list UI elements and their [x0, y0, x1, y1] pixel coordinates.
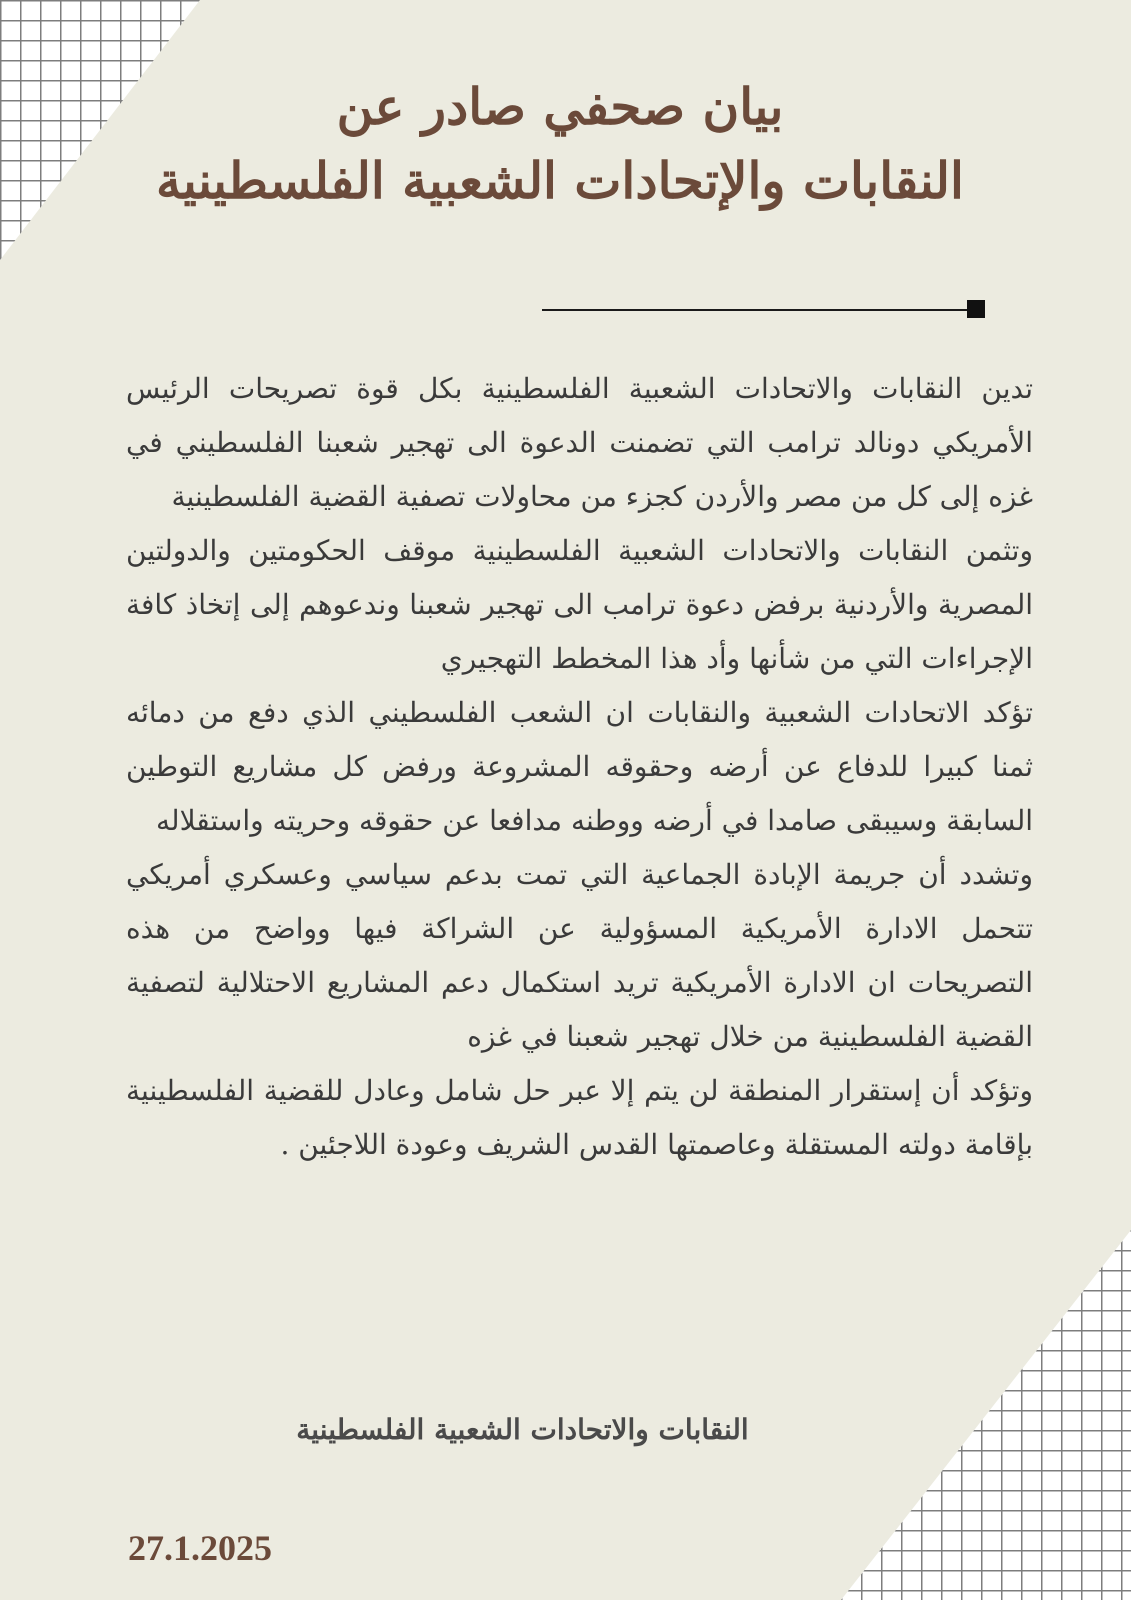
paragraph-1: تدين النقابات والاتحادات الشعبية الفلسطينية بكل قوة تصريحات الرئيس الأمريكي دونالد ترامب التي تضمنت الدعوة الى تهجير شعبنا الفلسطيني في غزه إلى كل من مصر والأردن كجزء من محاولات تصفية القضية الفلسطينية — [126, 372, 1033, 513]
date: 27.1.2025 — [128, 1528, 272, 1568]
paragraph-4: وتشدد أن جريمة الإبادة الجماعية التي تمت بدعم سياسي وعسكري أمريكي تتحمل الادارة الأمريكية المسؤولية عن الشراكة فيها وواضح من هذه التصريحات ان الادارة الأمريكية تريد استكمال دعم المشاريع الاحتلالية لتصفية القضية الفلسطينية من خلال تهجير شعبنا في غزه — [126, 858, 1033, 1053]
statement-body — [126, 362, 1033, 1172]
title-line-1: بيان صحفي صادر عن — [336, 77, 784, 136]
paragraph-2: وتثمن النقابات والاتحادات الشعبية الفلسطينية موقف الحكومتين والدولتين المصرية والأردنية برفض دعوة ترامب الى تهجير شعبنا وندعوهم إلى إتخاذ كافة الإجراءات التي من شأنها وأد هذا المخطط التهجيري — [126, 534, 1033, 675]
paragraph-3: تؤكد الاتحادات الشعبية والنقابات ان الشعب الفلسطيني الذي دفع من دمائه ثمنا كبيرا للدفاع عن أرضه وحقوقه المشروعة ورفض كل مشاريع التوطين السابقة وسيبقى صامدا في أرضه ووطنه مدافعا عن حقوقه وحريته واستقلاله — [126, 696, 1034, 837]
page-title — [100, 70, 1020, 218]
paragraph-5: وتؤكد أن إستقرار المنطقة لن يتم إلا عبر حل شامل وعادل للقضية الفلسطينية بإقامة دولته المستقلة وعاصمتها القدس الشريف وعودة اللاجئين . — [126, 1074, 1033, 1161]
signature: النقابات والاتحادات الشعبية الفلسطينية — [296, 1413, 749, 1446]
divider-line — [542, 309, 967, 311]
title-line-2: النقابات والإتحادات الشعبية الفلسطينية — [156, 151, 964, 210]
divider-square-marker — [967, 300, 985, 318]
grid-pattern-bottom-right — [841, 1230, 1131, 1600]
